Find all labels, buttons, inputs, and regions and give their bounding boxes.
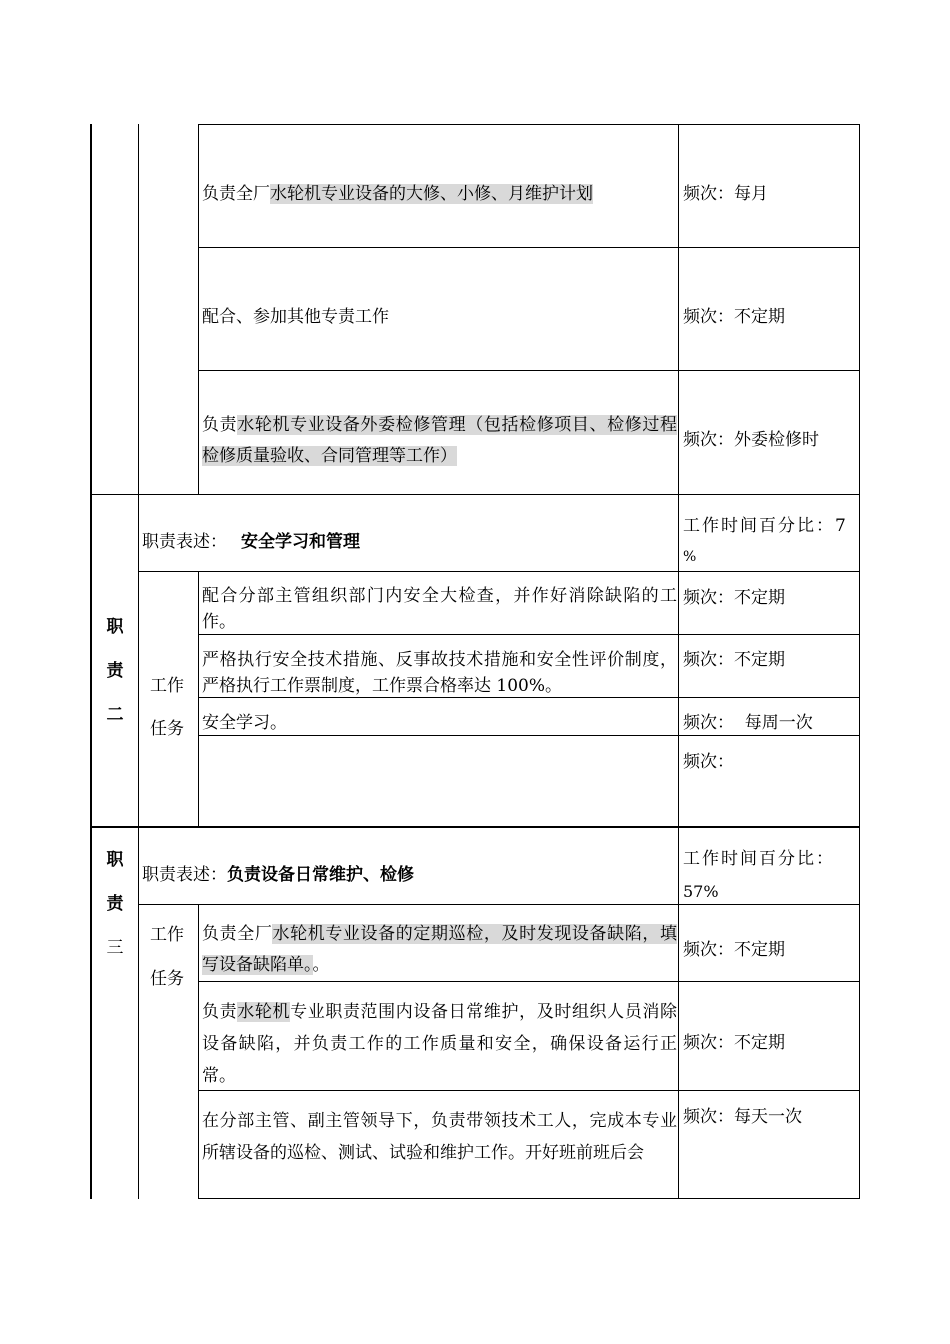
- border-col-3-duty2: [678, 495, 679, 827]
- task-frequency: 频次：不定期: [683, 307, 785, 327]
- task-text: 负责全厂水轮机专业设备的定期巡检，及时发现设备缺陷，填写设备缺陷单。。: [202, 924, 678, 975]
- hline-b1-3: [90, 494, 860, 495]
- work-time-percentage: 工作时间百分比：7: [683, 516, 848, 536]
- description-text: 负责设备日常维护、检修: [227, 865, 414, 885]
- task-text: 负责全厂水轮机专业设备的大修、小修、月维护计划: [202, 184, 593, 204]
- border-col-3-duty3: [678, 827, 679, 1199]
- border-left-outer: [90, 124, 92, 1199]
- task-frequency: 频次：不定期: [683, 588, 785, 608]
- hline-d2-end: [90, 826, 860, 828]
- task-text: 负责水轮机专业职责范围内设备日常维护，及时组织人员消除设备缺陷，并负责工作的工作质量和安全，确保设备运行正常。: [202, 1002, 678, 1086]
- duty-description: [142, 860, 414, 891]
- border-col-1: [138, 124, 139, 1199]
- hline-top: [198, 124, 860, 125]
- task-text: 在分部主管、副主管领导下，负责带领技术工人，完成本专业所辖设备的巡检、测试、试验和维护工作。开好班前班后会: [202, 1111, 677, 1163]
- work-time-percentage: 工作时间百分比：: [683, 849, 835, 869]
- border-col-2-block1: [198, 124, 199, 495]
- duty-description: [142, 527, 360, 558]
- hline-d3-desc: [138, 904, 860, 905]
- task-frequency: 频次：不定期: [683, 650, 785, 670]
- task-frequency: 频次：每天一次: [683, 1107, 802, 1127]
- task-frequency: 频次：每月: [683, 184, 768, 204]
- task-text: 配合、参加其他专责工作: [202, 307, 389, 327]
- border-right: [859, 124, 860, 1199]
- hline-d3-t1: [198, 981, 860, 982]
- work-time-percentage-cont: %: [683, 549, 697, 565]
- hline-d3-end: [198, 1198, 860, 1199]
- task-text: 严格执行安全技术措施、反事故技术措施和安全性评价制度，严格执行工作票制度，工作票合格率达 100%。: [202, 650, 677, 696]
- task-frequency: 频次：外委检修时: [683, 430, 819, 450]
- hline-b1-1: [198, 247, 860, 248]
- description-label: 职责表述：: [142, 532, 227, 552]
- border-col-2-duty3: [198, 904, 199, 1199]
- description-label: 职责表述：: [142, 865, 227, 885]
- task-frequency: 频次：不定期: [683, 940, 785, 960]
- task-text: 安全学习。: [202, 713, 287, 733]
- hline-b1-2: [198, 370, 860, 371]
- task-text: 配合分部主管组织部门内安全大检查，并作好消除缺陷的工作。: [202, 586, 677, 632]
- work-time-percentage-cont: 57%: [683, 882, 719, 901]
- task-frequency: 频次： 每周一次: [683, 713, 813, 733]
- task-frequency: 频次：: [683, 752, 734, 772]
- task-text: 负责水轮机专业设备外委检修管理（包括检修项目、检修过程检修质量验收、合同管理等工作）: [202, 415, 678, 466]
- description-text: 安全学习和管理: [241, 532, 360, 552]
- border-col-2-duty2: [198, 571, 199, 827]
- hline-d2-desc: [138, 571, 860, 572]
- task-frequency: 频次：不定期: [683, 1033, 785, 1053]
- border-col-3-block1: [678, 124, 679, 495]
